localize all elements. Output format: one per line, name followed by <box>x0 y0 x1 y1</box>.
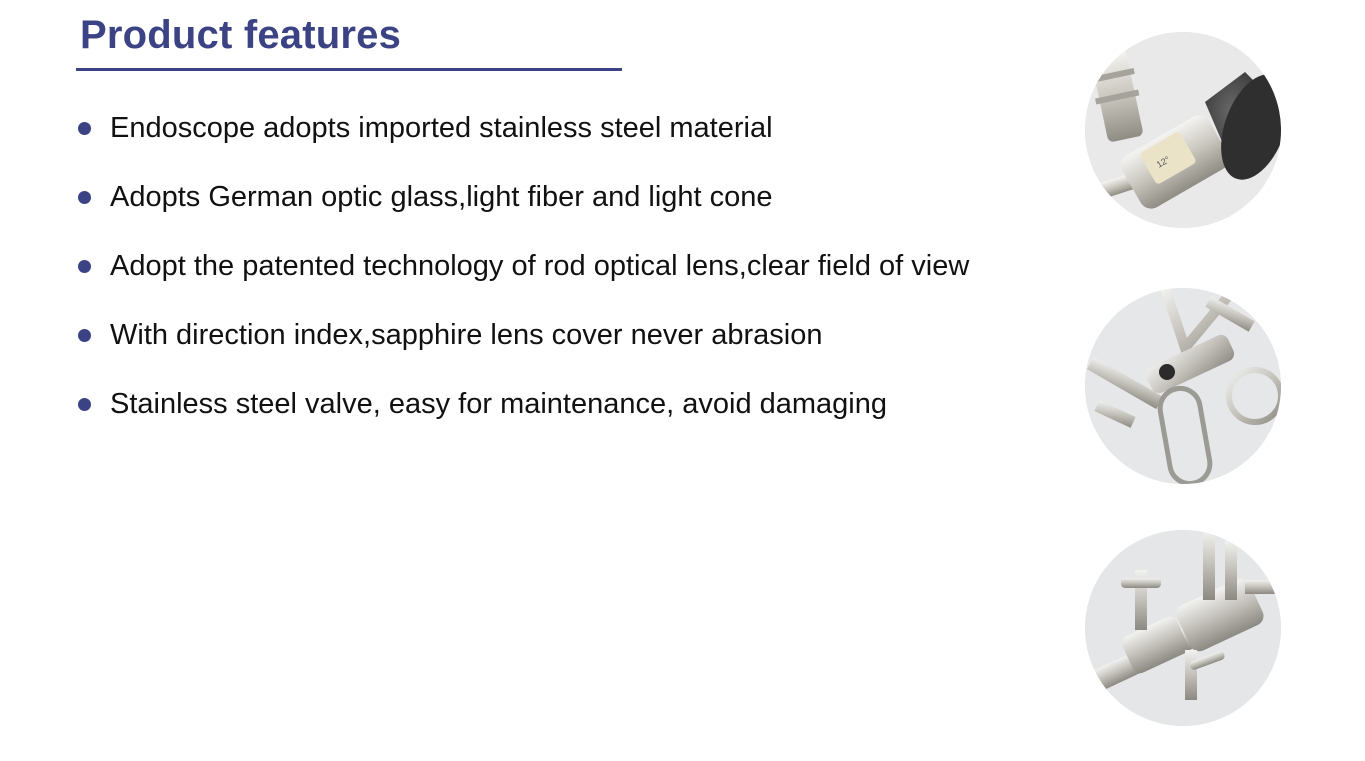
feature-item <box>78 386 887 422</box>
page-title: Product features <box>80 13 402 57</box>
bullet-icon <box>78 122 91 135</box>
bullet-icon <box>78 260 91 273</box>
feature-text: Adopt the patented technology of rod optical lens,clear field of view <box>110 249 970 282</box>
feature-item <box>78 248 969 284</box>
feature-text: With direction index,sapphire lens cover never abrasion <box>110 318 823 351</box>
feature-text: Endoscope adopts imported stainless steel material <box>110 111 773 144</box>
feature-item <box>78 179 773 215</box>
feature-text: Stainless steel valve, easy for maintenance, avoid damaging <box>110 387 887 420</box>
endoscope-eyepiece-photo <box>1085 32 1281 228</box>
feature-text: Adopts German optic glass,light fiber and light cone <box>110 180 773 213</box>
endoscope-sheath-handle-photo <box>1085 288 1281 484</box>
endoscope-valve-photo <box>1085 530 1281 726</box>
bullet-icon <box>78 191 91 204</box>
bullet-icon <box>78 329 91 342</box>
feature-item <box>78 317 822 353</box>
bullet-icon <box>78 398 91 411</box>
angle-label: 12° <box>1154 154 1172 170</box>
feature-item <box>78 110 773 146</box>
